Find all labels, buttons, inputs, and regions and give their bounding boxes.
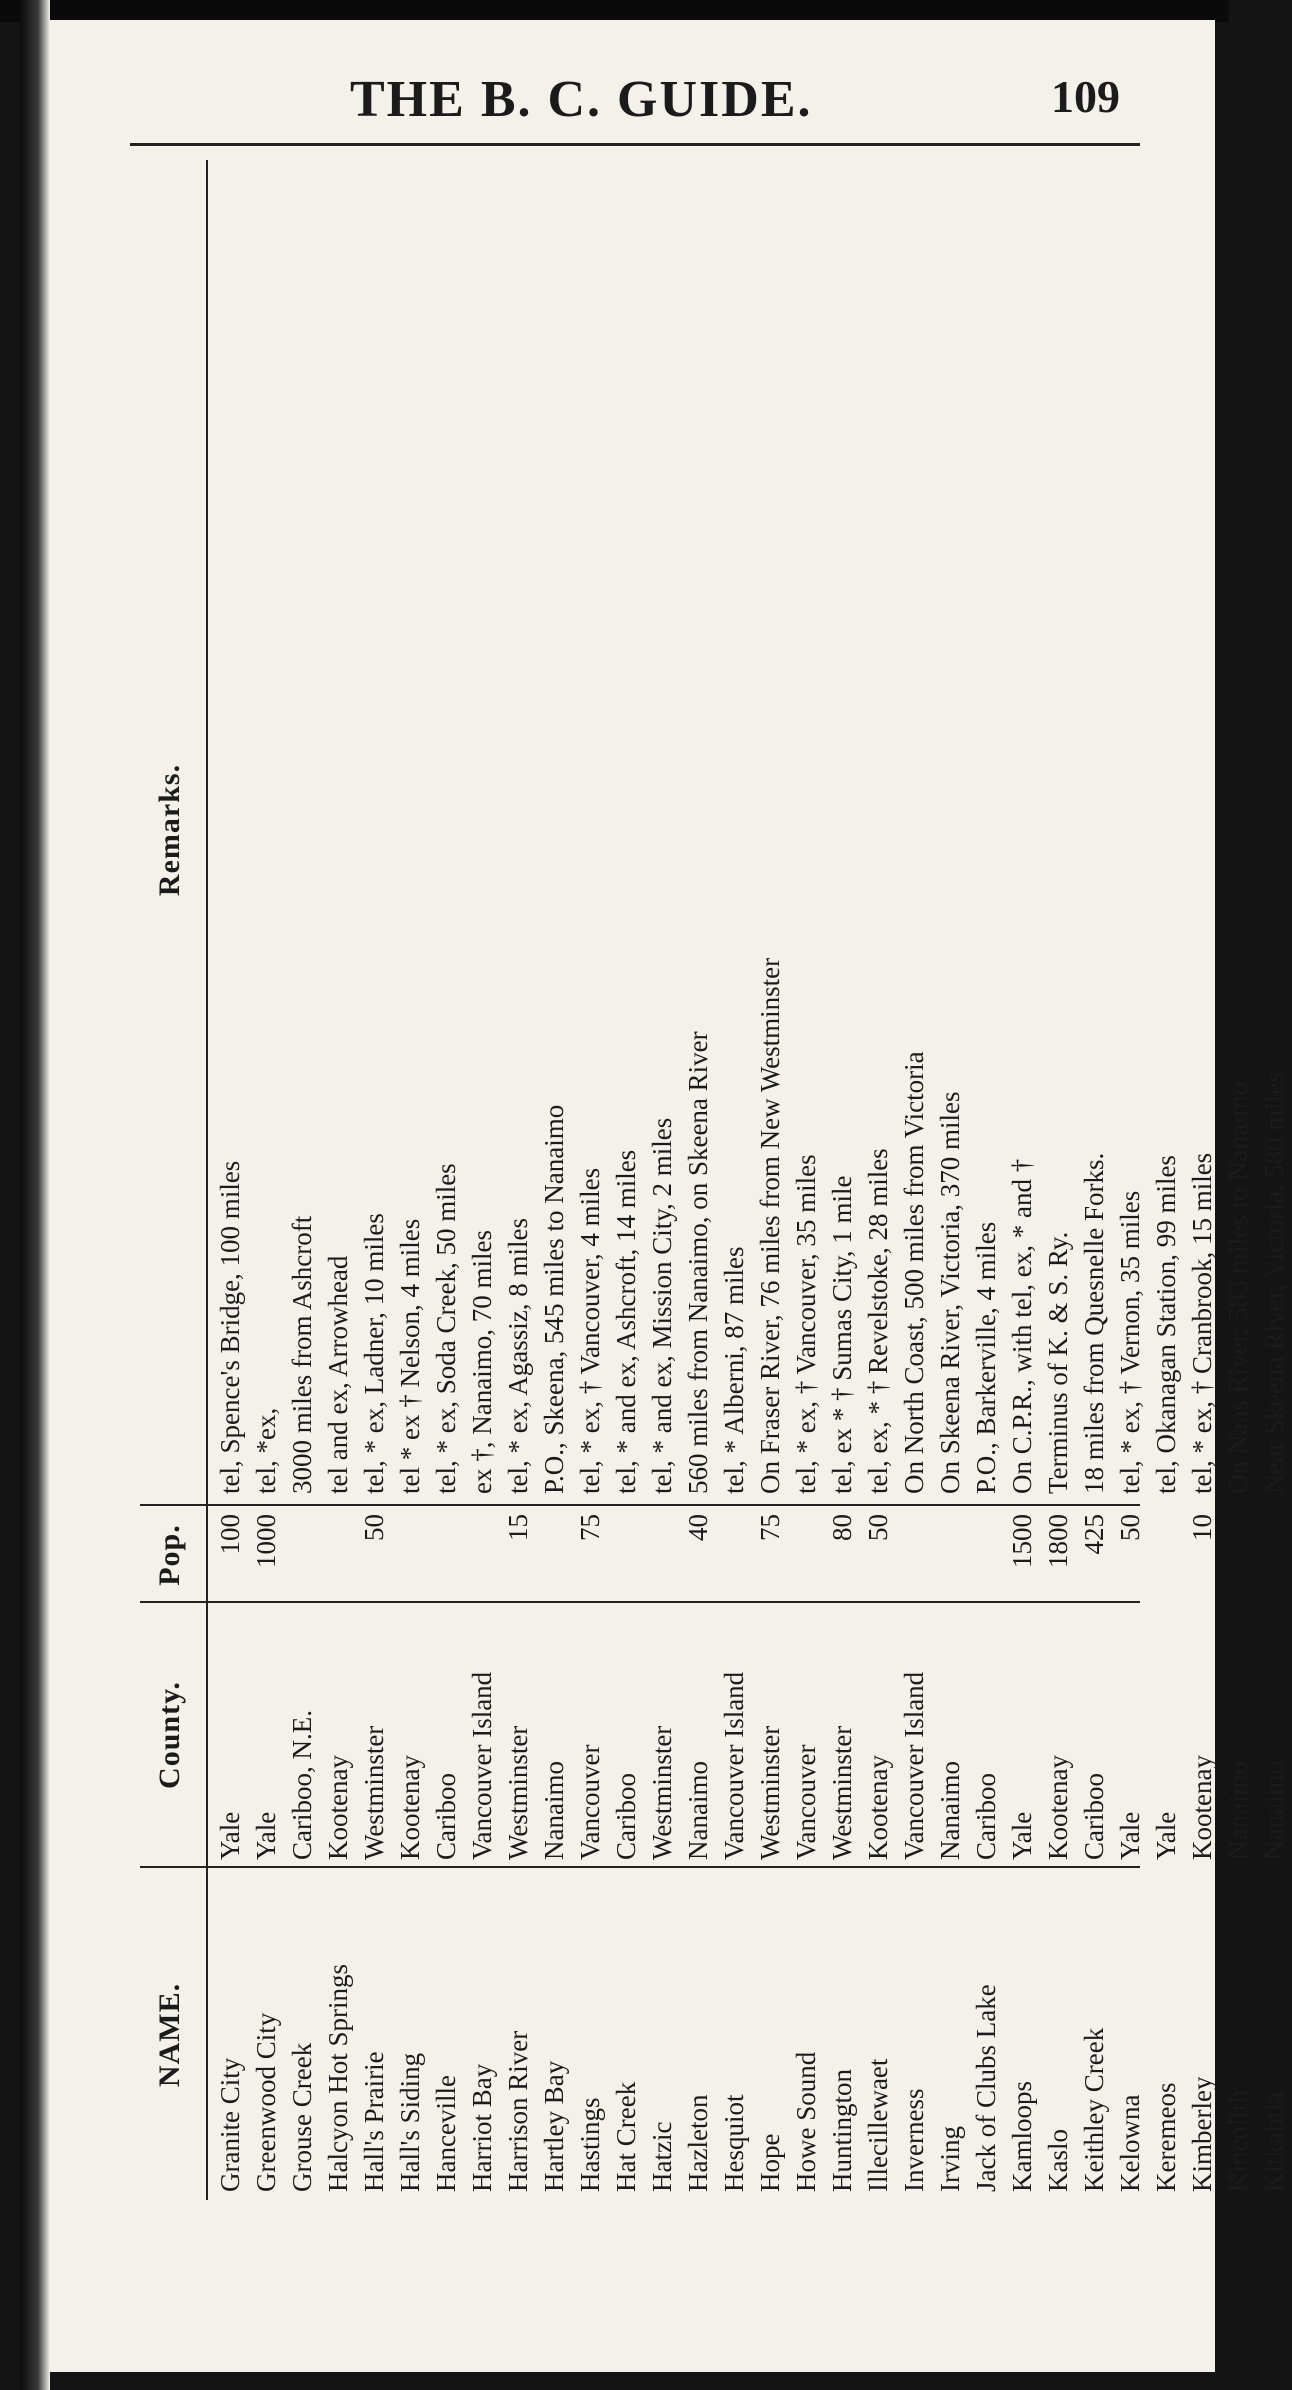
cell-pop: 1000	[251, 1514, 281, 1568]
cell-name: Kincolith	[1223, 2090, 1253, 2192]
cell-pop: 1800	[1043, 1514, 1073, 1568]
cell-remarks: On C.P.R., with tel, ex, * and †	[1007, 1158, 1037, 1494]
table-row	[572, 140, 608, 2200]
cell-county: Vancouver	[791, 1744, 821, 1860]
cell-county: Vancouver Island	[719, 1671, 749, 1860]
table-row	[1040, 140, 1076, 2200]
cell-pop: 40	[683, 1514, 713, 1541]
table-row	[1148, 140, 1184, 2200]
cell-remarks: Terminus of K. & S. Ry.	[1043, 1231, 1073, 1494]
cell-county: Cariboo	[431, 1773, 461, 1860]
cell-county: Cariboo	[1079, 1773, 1109, 1860]
cell-county: Westminster	[503, 1725, 533, 1860]
cell-name: Halcyon Hot Springs	[323, 1964, 353, 2192]
cell-remarks: On North Coast, 500 miles from Victoria	[899, 1051, 929, 1494]
cell-name: Howe Sound	[791, 2051, 821, 2192]
cell-name: Granite City	[215, 2057, 245, 2192]
scan-top-border	[0, 0, 1229, 22]
running-title: THE B. C. GUIDE.	[350, 71, 813, 128]
cell-pop: 425	[1079, 1514, 1109, 1555]
cell-county: Kootenay	[395, 1755, 425, 1860]
cell-name: Kaslo	[1043, 2129, 1073, 2192]
cell-name: Hatzic	[647, 2121, 677, 2192]
header-divider	[206, 160, 208, 2200]
cell-remarks: tel, ex * † Sumas City, 1 mile	[827, 1175, 857, 1494]
cell-remarks: tel, * and ex, Ashcroft, 14 miles	[611, 1149, 641, 1494]
table-row	[968, 140, 1004, 2200]
cell-remarks: tel, * ex, Soda Creek, 50 miles	[431, 1163, 461, 1494]
cell-name: Hat Creek	[611, 2081, 641, 2192]
cell-remarks: 3000 miles from Ashcroft	[287, 1215, 317, 1494]
cell-county: Westminster	[359, 1725, 389, 1860]
table-row	[1220, 140, 1256, 2200]
cell-county: Vancouver	[575, 1744, 605, 1860]
cell-county: Nanaimo	[539, 1761, 569, 1860]
table-row	[1256, 140, 1292, 2200]
cell-remarks: On Fraser River, 76 miles from New Westminster	[755, 957, 785, 1494]
cell-remarks: P.O., Barkerville, 4 miles	[971, 1221, 1001, 1494]
cell-name: Hanceville	[431, 2075, 461, 2192]
cell-remarks: tel, * Alberni, 87 miles	[719, 1246, 749, 1494]
cell-county: Yale	[215, 1811, 245, 1860]
column-header-remarks: Remarks.	[153, 763, 186, 897]
table-row	[536, 140, 572, 2200]
cell-county: Nanaimo	[935, 1761, 965, 1860]
cell-remarks: tel * ex † Nelson, 4 miles	[395, 1218, 425, 1494]
cell-remarks: tel, * ex, † Vancouver, 35 miles	[791, 1154, 821, 1494]
cell-name: Inverness	[899, 2088, 929, 2192]
table-row	[320, 140, 356, 2200]
table-row	[752, 140, 788, 2200]
table-row	[284, 140, 320, 2200]
cell-remarks: On Naas River, 583 miles to Nanaimo	[1223, 1081, 1253, 1494]
cell-county: Nanaimo	[1259, 1761, 1289, 1860]
table-row	[680, 140, 716, 2200]
cell-name: Greenwood City	[251, 2012, 281, 2192]
table-body	[212, 140, 1292, 2200]
table-row	[788, 140, 824, 2200]
cell-name: Jack of Clubs Lake	[971, 1984, 1001, 2192]
table-row	[392, 140, 428, 2200]
cell-pop: 15	[503, 1514, 533, 1541]
cell-remarks: tel, * and ex, Mission City, 2 miles	[647, 1117, 677, 1494]
table-row	[212, 140, 248, 2200]
cell-remarks: ex †, Nanaimo, 70 miles	[467, 1230, 497, 1494]
cell-county: Westminster	[755, 1725, 785, 1860]
cell-remarks: tel, Okanagan Station, 99 miles	[1151, 1155, 1181, 1494]
gazetteer-table	[130, 140, 1289, 2200]
cell-name: Huntington	[827, 2068, 857, 2192]
cell-name: Hall's Siding	[395, 2052, 425, 2192]
table-row	[356, 140, 392, 2200]
table-row	[248, 140, 284, 2200]
cell-remarks: 18 miles from Quesnelle Forks.	[1079, 1152, 1109, 1494]
cell-remarks: tel, * ex, Agassiz, 8 miles	[503, 1218, 533, 1494]
cell-remarks: Near Skeena River, Victoria, 580 miles	[1259, 1072, 1289, 1494]
cell-name: Grouse Creek	[287, 2042, 317, 2192]
cell-remarks: tel, ex, * † Revelstoke, 28 miles	[863, 1148, 893, 1494]
cell-name: Kamloops	[1007, 2081, 1037, 2192]
table-row	[428, 140, 464, 2200]
cell-county: Nanaimo	[683, 1761, 713, 1860]
cell-county: Kootenay	[323, 1755, 353, 1860]
cell-county: Yale	[251, 1811, 281, 1860]
cell-name: Hope	[755, 2133, 785, 2192]
cell-pop: 1500	[1007, 1514, 1037, 1568]
table-row	[1076, 140, 1112, 2200]
table-row	[608, 140, 644, 2200]
cell-remarks: tel, * ex, † Cranbrook, 15 miles	[1187, 1152, 1217, 1494]
cell-name: Kelowna	[1115, 2094, 1145, 2192]
cell-name: Hastings	[575, 2097, 605, 2192]
cell-pop: 80	[827, 1514, 857, 1541]
cell-county: Yale	[1007, 1811, 1037, 1860]
page-number: 109	[1051, 71, 1120, 122]
cell-remarks: tel, * ex, † Vernon, 35 miles	[1115, 1190, 1145, 1494]
cell-name: Kitkahtla	[1259, 2091, 1289, 2192]
cell-remarks: tel and ex, Arrowhead	[323, 1255, 353, 1494]
column-header-county: County.	[153, 1681, 186, 1789]
table-row	[824, 140, 860, 2200]
cell-county: Vancouver Island	[467, 1671, 497, 1860]
page-header	[300, 70, 1160, 150]
cell-pop: 50	[863, 1514, 893, 1541]
page-binding-edge	[20, 0, 50, 2390]
cell-pop: 10	[1187, 1514, 1217, 1541]
cell-county: Westminster	[647, 1725, 677, 1860]
table-row	[860, 140, 896, 2200]
cell-remarks: P.O., Skeena, 545 miles to Nanaimo	[539, 1104, 569, 1494]
cell-county: Yale	[1151, 1811, 1181, 1860]
cell-pop: 50	[1115, 1514, 1145, 1541]
cell-pop: 50	[359, 1514, 389, 1541]
cell-name: Hartley Bay	[539, 2060, 569, 2192]
cell-county: Vancouver Island	[899, 1671, 929, 1860]
cell-remarks: tel, *ex,	[251, 1407, 281, 1494]
cell-pop: 100	[215, 1514, 245, 1555]
cell-county: Yale	[1115, 1811, 1145, 1860]
cell-remarks: tel, * ex, † Vancouver, 4 miles	[575, 1167, 605, 1494]
cell-name: Hall's Prairie	[359, 2051, 389, 2192]
cell-name: Harriot Bay	[467, 2063, 497, 2192]
column-header-name: NAME.	[153, 1982, 186, 2088]
cell-remarks: tel, Spence's Bridge, 100 miles	[215, 1160, 245, 1494]
cell-name: Illecillewaet	[863, 2058, 893, 2192]
cell-name: Irving	[935, 2126, 965, 2192]
cell-pop: 75	[575, 1514, 605, 1541]
cell-county: Cariboo	[611, 1773, 641, 1860]
table-row	[716, 140, 752, 2200]
cell-pop: 75	[755, 1514, 785, 1541]
cell-remarks: tel, * ex, Ladner, 10 miles	[359, 1213, 389, 1494]
table-row	[500, 140, 536, 2200]
cell-county: Kootenay	[863, 1755, 893, 1860]
table-row	[1112, 140, 1148, 2200]
cell-county: Cariboo, N.E.	[287, 1710, 317, 1860]
cell-name: Kimberley	[1187, 2076, 1217, 2192]
cell-county: Kootenay	[1043, 1755, 1073, 1860]
column-header-pop: Pop.	[153, 1524, 186, 1586]
cell-name: Keremeos	[1151, 2082, 1181, 2192]
table-row	[644, 140, 680, 2200]
cell-county: Cariboo	[971, 1773, 1001, 1860]
cell-name: Hesquiot	[719, 2094, 749, 2192]
table-row	[1184, 140, 1220, 2200]
cell-remarks: On Skeena River, Victoria, 370 miles	[935, 1091, 965, 1494]
cell-remarks: 560 miles from Nanaimo, on Skeena River	[683, 1031, 713, 1494]
table-row	[896, 140, 932, 2200]
cell-county: Nanaimo	[1223, 1761, 1253, 1860]
table-row	[464, 140, 500, 2200]
rotated-table-wrapper	[130, 140, 1289, 2200]
cell-name: Keithley Creek	[1079, 2027, 1109, 2192]
cell-county: Kootenay	[1187, 1755, 1217, 1860]
cell-name: Hazleton	[683, 2094, 713, 2192]
cell-name: Harrison River	[503, 2030, 533, 2192]
table-row	[1004, 140, 1040, 2200]
table-row	[932, 140, 968, 2200]
cell-county: Westminster	[827, 1725, 857, 1860]
